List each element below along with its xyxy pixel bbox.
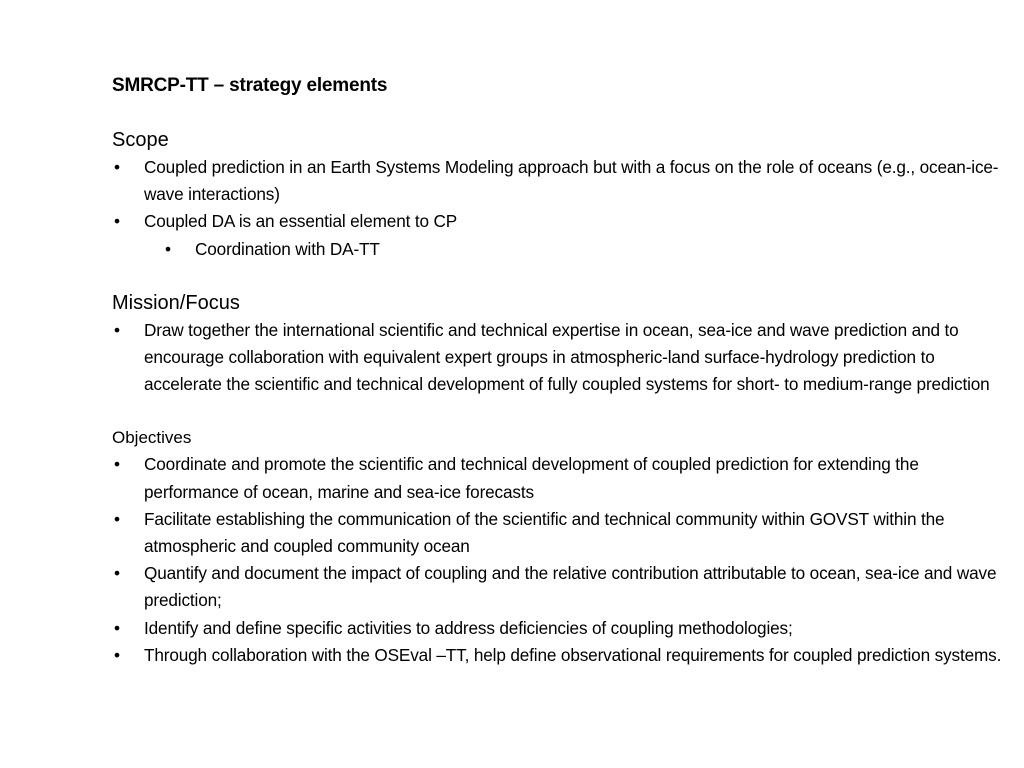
- scope-item: • Coupled DA is an essential element to CP: [112, 208, 1002, 235]
- scope-subitem: • Coordination with DA-TT: [163, 236, 1002, 263]
- slide-content: [112, 72, 1002, 669]
- objectives-item: • Identify and define specific activities to address deficiencies of coupling methodologies;: [112, 615, 1002, 642]
- spacer: [112, 263, 1002, 289]
- objectives-heading: Objectives: [112, 428, 192, 448]
- scope-heading: Scope: [112, 129, 169, 151]
- scope-item: • Coupled prediction in an Earth Systems Modeling approach but with a focus on the role of oceans (e.g., ocean-ice-wave interactions): [112, 154, 1002, 208]
- objectives-item: • Coordinate and promote the scientific and technical development of coupled prediction for extending the performance of ocean, marine and sea-ice forecasts: [112, 451, 1002, 505]
- objectives-item: • Through collaboration with the OSEval –TT, help define observational requirements for coupled prediction systems.: [112, 642, 1002, 669]
- slide-title: SMRCP-TT – strategy elements: [112, 75, 388, 96]
- scope-list: [112, 154, 1002, 263]
- mission-list: [112, 317, 1002, 399]
- objectives-item: • Quantify and document the impact of coupling and the relative contribution attributable to ocean, sea-ice and wave prediction;: [112, 560, 1002, 614]
- mission-heading: Mission/Focus: [112, 291, 240, 314]
- mission-item: • Draw together the international scientific and technical expertise in ocean, sea-ice and wave prediction and to encourage collaboration with equivalent expert groups in atmospheric-land surface-hydrology prediction to accelerate the scientific and technical development of fully coupled systems for short- to medium-range prediction: [112, 317, 1002, 399]
- spacer: [112, 398, 1002, 424]
- objectives-list: [112, 451, 1002, 669]
- objectives-item: • Facilitate establishing the communication of the scientific and technical community within GOVST within the atmospheric and coupled community ocean: [112, 506, 1002, 560]
